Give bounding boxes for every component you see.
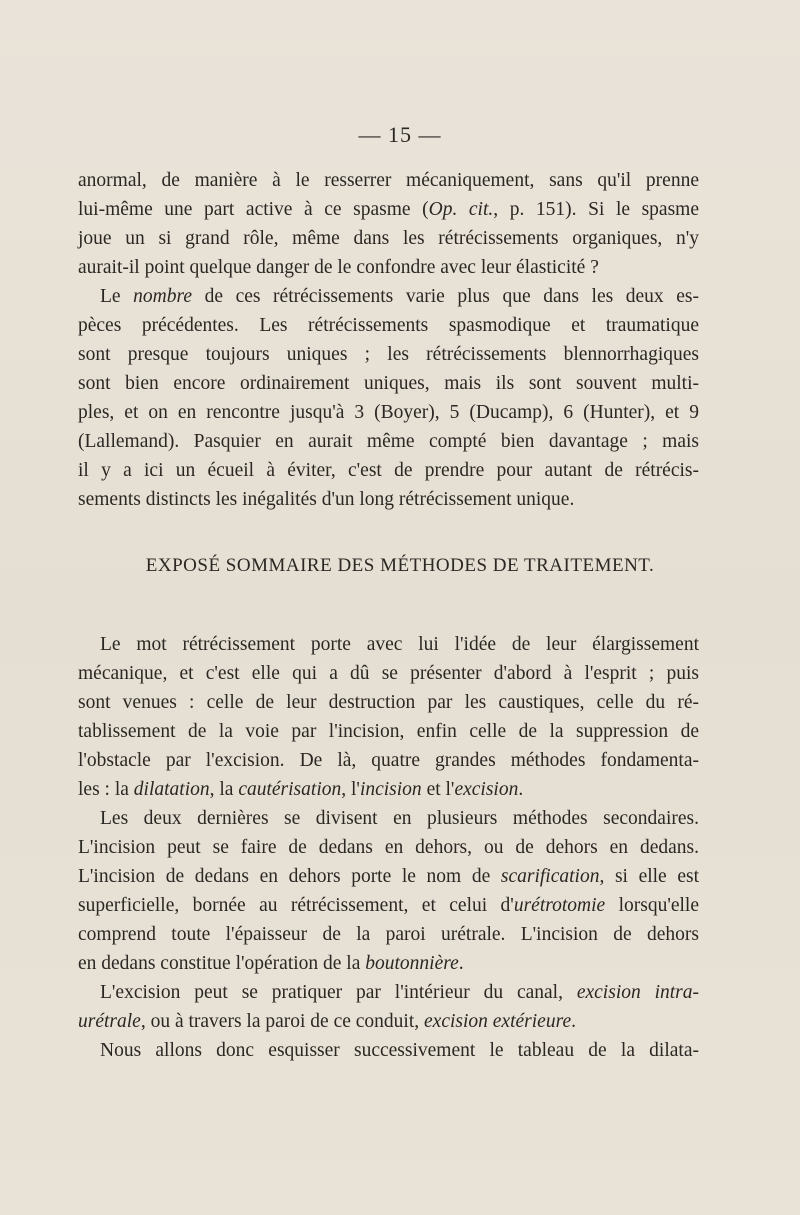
italic-term: nombre <box>133 286 193 307</box>
text-line: les : la dilatation, la cautérisation, l'incision et l'excision. <box>78 779 524 800</box>
text-line: anormal, de manière à le resserrer mécaniquement, sans qu'il prenne <box>78 170 699 191</box>
italic-term: dilatation <box>133 779 210 800</box>
section-heading: EXPOSÉ SOMMAIRE DES MÉTHODES DE TRAITEMENT. <box>145 555 655 576</box>
text-line: mécanique, et c'est elle qui a dû se présenter d'abord à l'esprit ; puis <box>78 663 699 684</box>
italic-term: scarification <box>500 866 600 887</box>
paragraph-1 <box>78 166 699 282</box>
text-line: sont bien encore ordinairement uniques, mais ils sont souvent multi- <box>78 373 699 394</box>
page-number: — 15 — <box>358 122 442 147</box>
paragraph-3 <box>78 630 699 804</box>
text-line: ples, et on en rencontre jusqu'à 3 (Boyer), 5 (Ducamp), 6 (Hunter), et 9 <box>78 402 699 423</box>
text-line: lui-même une part active à ce spasme (Op. cit., p. 151). Si le spasme <box>78 199 700 220</box>
italic-term: boutonnière <box>365 953 459 974</box>
italic-term: incision <box>359 779 422 800</box>
text-line: l'obstacle par l'excision. De là, quatre grandes méthodes fondamenta- <box>78 750 699 771</box>
text-line: L'incision de dedans en dehors porte le nom de scarification, si elle est <box>78 866 699 887</box>
text-line: comprend toute l'épaisseur de la paroi urétrale. L'incision de dehors <box>78 924 699 945</box>
text-line: sements distincts les inégalités d'un long rétrécissement unique. <box>78 489 575 510</box>
text-line: il y a ici un écueil à éviter, c'est de prendre pour autant de rétrécis- <box>78 460 699 481</box>
paragraph-6 <box>78 1036 699 1065</box>
text-line: Le mot rétrécissement porte avec lui l'idée de leur élargissement <box>100 634 699 655</box>
text-line: joue un si grand rôle, même dans les rétrécissements organiques, n'y <box>78 228 699 249</box>
italic-term: urétrale <box>78 1011 141 1032</box>
text-line: (Lallemand). Pasquier en aurait même compté bien davantage ; mais <box>78 431 699 452</box>
text-line: aurait-il point quelque danger de le confondre avec leur élasticité ? <box>78 257 599 278</box>
italic-term: urétrotomie <box>513 895 606 916</box>
text-line: en dedans constitue l'opération de la boutonnière. <box>78 953 464 974</box>
paragraph-4 <box>78 804 699 978</box>
text-line: L'excision peut se pratiquer par l'intérieur du canal, excision intra- <box>100 982 700 1003</box>
text-line: pèces précédentes. Les rétrécissements spasmodique et traumatique <box>78 315 699 336</box>
text-line: superficielle, bornée au rétrécissement, et celui d'urétrotomie lorsqu'elle <box>78 895 699 916</box>
text-line: sont venues : celle de leur destruction par les caustiques, celle du ré- <box>78 692 699 713</box>
text-line: L'incision peut se faire de dedans en dehors, ou de dehors en dedans. <box>78 837 699 858</box>
italic-term: excision intra- <box>576 982 700 1003</box>
italic-term: excision <box>454 779 519 800</box>
text-line: sont presque toujours uniques ; les rétrécissements blennorrhagiques <box>78 344 699 365</box>
italic-term: excision extérieure <box>424 1011 572 1032</box>
text-line: urétrale, ou à travers la paroi de ce conduit, excision extérieure. <box>78 1011 576 1032</box>
paragraph-2 <box>78 282 699 514</box>
italic-term: cautérisation <box>238 779 342 800</box>
text-line: Le nombre de ces rétrécissements varie plus que dans les deux es- <box>100 286 699 307</box>
paragraph-5 <box>78 978 699 1036</box>
text-line: tablissement de la voie par l'incision, enfin celle de la suppression de <box>78 721 699 742</box>
italic-term: Op. cit. <box>428 199 494 220</box>
text-line: Nous allons donc esquisser successivement le tableau de la dilata- <box>100 1040 699 1061</box>
text-line: Les deux dernières se divisent en plusieurs méthodes secondaires. <box>100 808 699 829</box>
